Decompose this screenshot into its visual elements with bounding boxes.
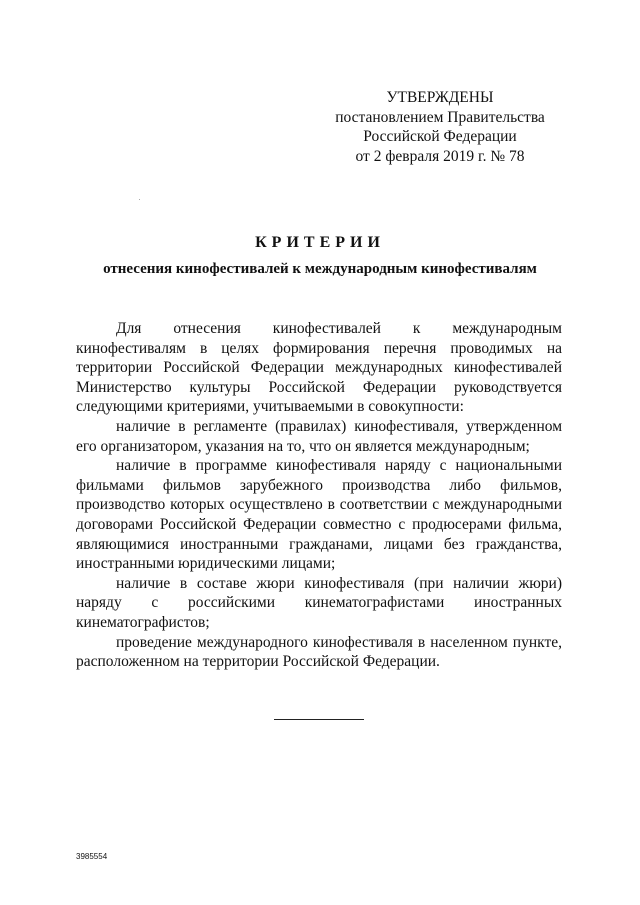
approval-date-number: от 2 февраля 2019 г. № 78 [355,147,525,165]
approval-resolution-line: постановлением Правительства [335,108,545,126]
document-body [76,319,562,672]
scan-dot [139,199,140,200]
document-title: КРИТЕРИИ [255,234,385,251]
approval-government-line: Российской Федерации [363,128,517,145]
approval-stamp [330,88,550,166]
document-subtitle: отнесения кинофестивалей к международным кинофестивалям [103,261,537,277]
end-divider [274,719,364,720]
paragraph-criterion-regulations: наличие в регламенте (правилах) кинофестиваля, утвержденном его организатором, указания на то, что он является международным; [76,417,562,455]
paragraph-criterion-program: наличие в программе кинофестиваля наряду с национальными фильмами фильмов зарубежного производства либо фильмов, производство которых осуществлено в соответствии с международными договорами Российской Федерации совместно с продюсерами фильма, являющимися иностранными гражданами, лицами без гражданства, иностранными юридическими лицами; [76,457,562,573]
paragraph-criterion-location: проведение международного кинофестиваля в населенном пункте, расположенном на территории Российской Федерации. [76,633,562,671]
paragraph-criterion-jury: наличие в составе жюри кинофестиваля (при наличии жюри) наряду с российскими кинематографистами иностранных кинематографистов; [76,574,562,631]
document-number: 3985554 [76,852,108,861]
paragraph-intro: Для отнесения кинофестивалей к международным кинофестивалям в целях формирования перечня проводимых на территории Российской Федерации международных кинофестивалей Министерство культуры Российской Федерации руководствуется следующими критериями, учитываемыми в совокупности: [76,320,562,416]
approval-heading: УТВЕРЖДЕНЫ [386,89,494,106]
